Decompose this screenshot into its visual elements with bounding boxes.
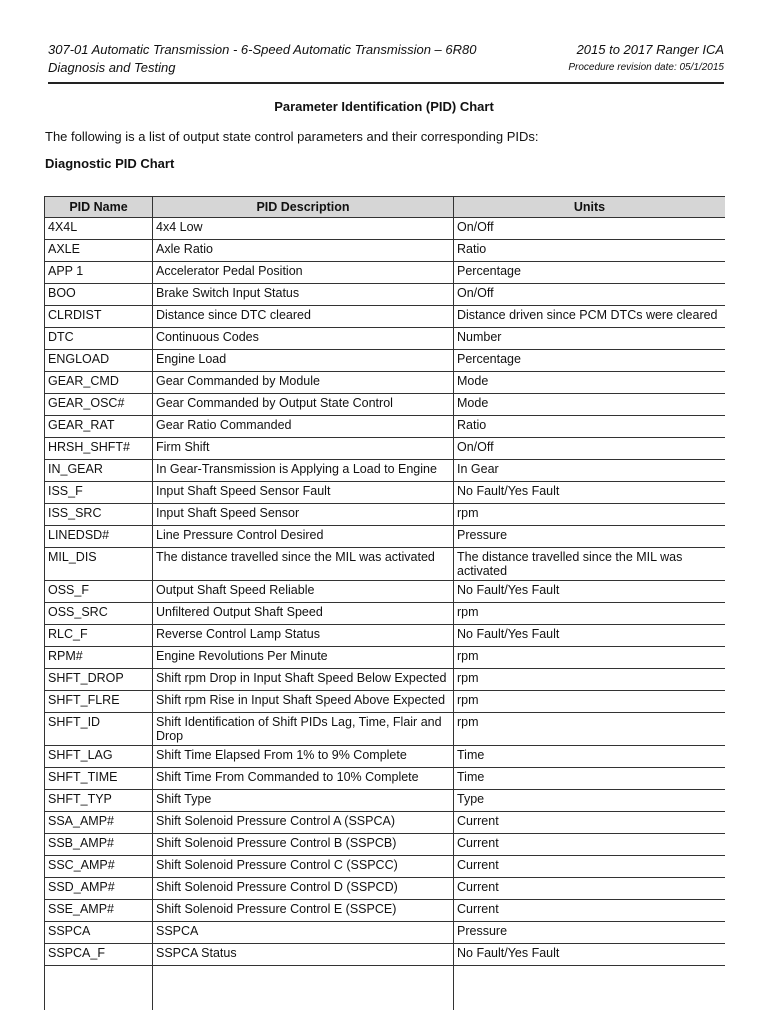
- units-cell: Pressure: [454, 526, 726, 548]
- table-continuation-row: [45, 966, 726, 1011]
- units-cell: rpm: [454, 713, 726, 746]
- units-cell: Mode: [454, 372, 726, 394]
- column-header-pid-description: PID Description: [153, 197, 454, 218]
- pid-name-cell: 4X4L: [45, 218, 153, 240]
- pid-description-cell: In Gear-Transmission is Applying a Load to Engine: [153, 460, 454, 482]
- units-cell: rpm: [454, 669, 726, 691]
- table-row: [45, 834, 726, 856]
- table-row: [45, 328, 726, 350]
- units-cell: In Gear: [454, 460, 726, 482]
- pid-description-cell: Gear Ratio Commanded: [153, 416, 454, 438]
- table-row: [45, 416, 726, 438]
- pid-description-cell: Shift Solenoid Pressure Control A (SSPCA): [153, 812, 454, 834]
- pid-description-cell: Output Shaft Speed Reliable: [153, 581, 454, 603]
- pid-description-cell: Accelerator Pedal Position: [153, 262, 454, 284]
- units-cell: On/Off: [454, 438, 726, 460]
- pid-name-cell: SSPCA: [45, 922, 153, 944]
- table-row: [45, 603, 726, 625]
- table-row: [45, 691, 726, 713]
- empty-cell: [45, 966, 153, 1011]
- table-row: [45, 768, 726, 790]
- pid-description-cell: Continuous Codes: [153, 328, 454, 350]
- pid-description-cell: Line Pressure Control Desired: [153, 526, 454, 548]
- pid-name-cell: RPM#: [45, 647, 153, 669]
- units-cell: rpm: [454, 691, 726, 713]
- pid-name-cell: GEAR_OSC#: [45, 394, 153, 416]
- table-row: [45, 790, 726, 812]
- pid-name-cell: SSC_AMP#: [45, 856, 153, 878]
- pid-description-cell: Reverse Control Lamp Status: [153, 625, 454, 647]
- table-row: [45, 856, 726, 878]
- pid-name-cell: HRSH_SHFT#: [45, 438, 153, 460]
- table-row: [45, 350, 726, 372]
- pid-name-cell: ISS_F: [45, 482, 153, 504]
- pid-name-cell: SSD_AMP#: [45, 878, 153, 900]
- pid-name-cell: ENGLOAD: [45, 350, 153, 372]
- units-cell: Percentage: [454, 350, 726, 372]
- document-subtitle: Diagnosis and Testing: [48, 60, 176, 75]
- pid-description-cell: Engine Load: [153, 350, 454, 372]
- table-body: [45, 218, 726, 1011]
- units-cell: Mode: [454, 394, 726, 416]
- pid-name-cell: SSA_AMP#: [45, 812, 153, 834]
- pid-name-cell: SHFT_DROP: [45, 669, 153, 691]
- units-cell: Current: [454, 878, 726, 900]
- table-row: [45, 581, 726, 603]
- units-cell: On/Off: [454, 218, 726, 240]
- pid-name-cell: IN_GEAR: [45, 460, 153, 482]
- table-row: [45, 438, 726, 460]
- units-cell: No Fault/Yes Fault: [454, 581, 726, 603]
- pid-name-cell: ISS_SRC: [45, 504, 153, 526]
- units-cell: rpm: [454, 504, 726, 526]
- pid-name-cell: SSE_AMP#: [45, 900, 153, 922]
- pid-name-cell: OSS_F: [45, 581, 153, 603]
- units-cell: No Fault/Yes Fault: [454, 625, 726, 647]
- empty-cell: [454, 966, 726, 1011]
- pid-description-cell: Firm Shift: [153, 438, 454, 460]
- units-cell: Ratio: [454, 240, 726, 262]
- table-row: [45, 504, 726, 526]
- units-cell: Ratio: [454, 416, 726, 438]
- units-cell: Time: [454, 746, 726, 768]
- units-cell: Current: [454, 834, 726, 856]
- intro-text: The following is a list of output state control parameters and their corresponding PIDs:: [45, 129, 539, 144]
- pid-name-cell: SHFT_TYP: [45, 790, 153, 812]
- pid-name-cell: APP 1: [45, 262, 153, 284]
- table-row: [45, 284, 726, 306]
- units-cell: Type: [454, 790, 726, 812]
- pid-name-cell: SHFT_FLRE: [45, 691, 153, 713]
- pid-table-container: [44, 196, 725, 1024]
- page-header: [48, 42, 724, 84]
- units-cell: The distance travelled since the MIL was activated: [454, 548, 726, 581]
- table-row: [45, 900, 726, 922]
- pid-name-cell: LINEDSD#: [45, 526, 153, 548]
- units-cell: rpm: [454, 603, 726, 625]
- pid-description-cell: Shift Solenoid Pressure Control E (SSPCE): [153, 900, 454, 922]
- pid-table: [44, 196, 725, 1010]
- pid-description-cell: Gear Commanded by Output State Control: [153, 394, 454, 416]
- table-header-row: [45, 197, 726, 218]
- units-cell: Current: [454, 900, 726, 922]
- pid-description-cell: Brake Switch Input Status: [153, 284, 454, 306]
- units-cell: Time: [454, 768, 726, 790]
- table-row: [45, 812, 726, 834]
- pid-name-cell: CLRDIST: [45, 306, 153, 328]
- pid-description-cell: Engine Revolutions Per Minute: [153, 647, 454, 669]
- document-title: 307-01 Automatic Transmission - 6-Speed Automatic Transmission – 6R80: [48, 42, 477, 57]
- pid-name-cell: SHFT_TIME: [45, 768, 153, 790]
- pid-name-cell: DTC: [45, 328, 153, 350]
- units-cell: Distance driven since PCM DTCs were cleared: [454, 306, 726, 328]
- units-cell: Percentage: [454, 262, 726, 284]
- pid-name-cell: GEAR_RAT: [45, 416, 153, 438]
- table-row: [45, 625, 726, 647]
- table-row: [45, 944, 726, 966]
- pid-description-cell: SSPCA Status: [153, 944, 454, 966]
- column-header-pid-name: PID Name: [45, 197, 153, 218]
- units-cell: rpm: [454, 647, 726, 669]
- pid-name-cell: SSPCA_F: [45, 944, 153, 966]
- table-row: [45, 482, 726, 504]
- pid-description-cell: SSPCA: [153, 922, 454, 944]
- table-row: [45, 669, 726, 691]
- pid-description-cell: Input Shaft Speed Sensor Fault: [153, 482, 454, 504]
- pid-name-cell: AXLE: [45, 240, 153, 262]
- pid-description-cell: Distance since DTC cleared: [153, 306, 454, 328]
- section-title: Parameter Identification (PID) Chart: [274, 99, 494, 114]
- pid-description-cell: Gear Commanded by Module: [153, 372, 454, 394]
- pid-description-cell: 4x4 Low: [153, 218, 454, 240]
- pid-description-cell: Shift Time Elapsed From 1% to 9% Complete: [153, 746, 454, 768]
- pid-name-cell: RLC_F: [45, 625, 153, 647]
- pid-description-cell: Shift Identification of Shift PIDs Lag, Time, Flair and Drop: [153, 713, 454, 746]
- pid-description-cell: Shift Solenoid Pressure Control C (SSPCC): [153, 856, 454, 878]
- units-cell: Number: [454, 328, 726, 350]
- pid-name-cell: MIL_DIS: [45, 548, 153, 581]
- units-cell: On/Off: [454, 284, 726, 306]
- table-row: [45, 394, 726, 416]
- revision-date: Procedure revision date: 05/1/2015: [568, 62, 724, 73]
- table-row: [45, 647, 726, 669]
- table-row: [45, 460, 726, 482]
- table-row: [45, 240, 726, 262]
- units-cell: Current: [454, 856, 726, 878]
- pid-description-cell: Axle Ratio: [153, 240, 454, 262]
- pid-description-cell: Shift Time From Commanded to 10% Complete: [153, 768, 454, 790]
- pid-description-cell: Shift rpm Rise in Input Shaft Speed Above Expected: [153, 691, 454, 713]
- pid-name-cell: OSS_SRC: [45, 603, 153, 625]
- pid-name-cell: SHFT_LAG: [45, 746, 153, 768]
- pid-name-cell: SSB_AMP#: [45, 834, 153, 856]
- units-cell: No Fault/Yes Fault: [454, 944, 726, 966]
- chart-heading: Diagnostic PID Chart: [45, 156, 175, 171]
- units-cell: No Fault/Yes Fault: [454, 482, 726, 504]
- table-row: [45, 878, 726, 900]
- pid-description-cell: Shift rpm Drop in Input Shaft Speed Below Expected: [153, 669, 454, 691]
- table-row: [45, 306, 726, 328]
- table-row: [45, 746, 726, 768]
- pid-description-cell: Input Shaft Speed Sensor: [153, 504, 454, 526]
- pid-description-cell: Shift Solenoid Pressure Control D (SSPCD): [153, 878, 454, 900]
- units-cell: Pressure: [454, 922, 726, 944]
- column-header-units: Units: [454, 197, 726, 218]
- table-row: [45, 922, 726, 944]
- pid-name-cell: GEAR_CMD: [45, 372, 153, 394]
- table-row: [45, 548, 726, 581]
- table-row: [45, 262, 726, 284]
- pid-name-cell: SHFT_ID: [45, 713, 153, 746]
- pid-name-cell: BOO: [45, 284, 153, 306]
- units-cell: Current: [454, 812, 726, 834]
- table-row: [45, 372, 726, 394]
- table-row: [45, 218, 726, 240]
- table-row: [45, 526, 726, 548]
- vehicle-model: 2015 to 2017 Ranger ICA: [576, 42, 724, 57]
- pid-description-cell: Unfiltered Output Shaft Speed: [153, 603, 454, 625]
- pid-description-cell: The distance travelled since the MIL was activated: [153, 548, 454, 581]
- table-row: [45, 713, 726, 746]
- pid-description-cell: Shift Type: [153, 790, 454, 812]
- pid-description-cell: Shift Solenoid Pressure Control B (SSPCB): [153, 834, 454, 856]
- empty-cell: [153, 966, 454, 1011]
